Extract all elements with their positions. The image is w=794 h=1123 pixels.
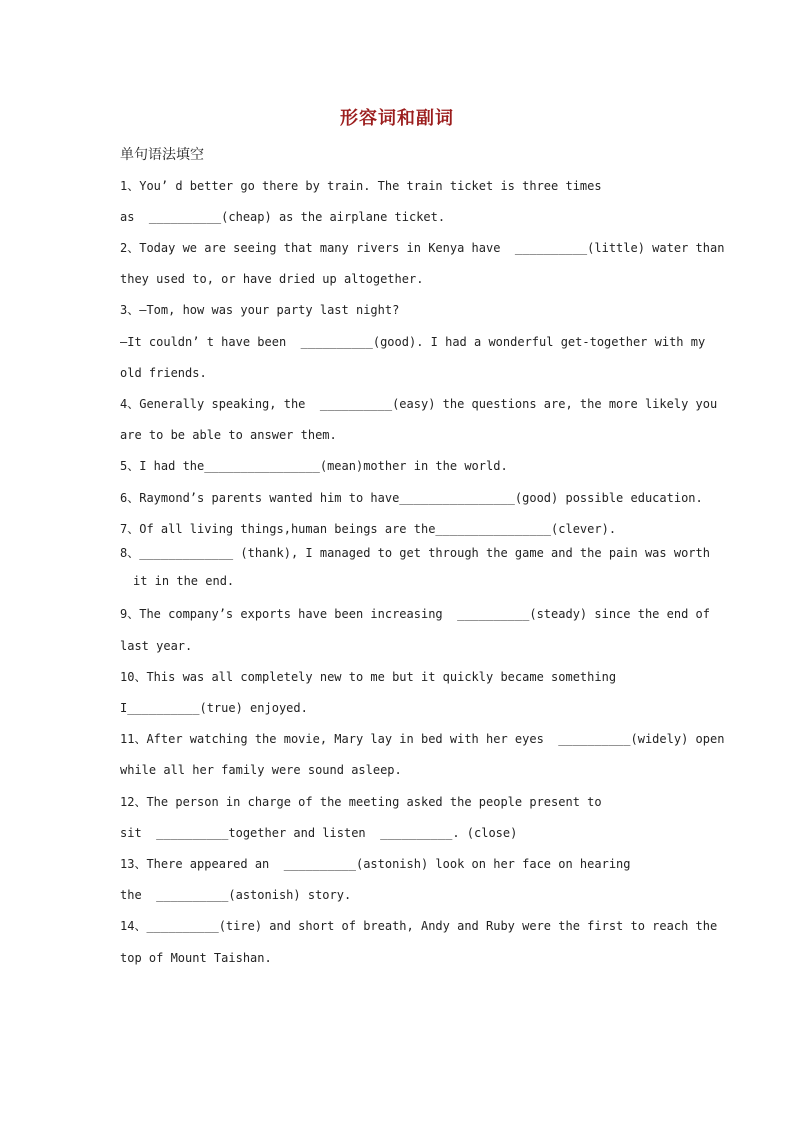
question-1-line-2: as __________(cheap) as the airplane ticket. [120,210,446,224]
question-11-line-1: 11、After watching the movie, Mary lay in bed with her eyes __________(widely) open [120,732,725,746]
question-3-line-3: old friends. [120,366,207,380]
question-12-line-2: sit __________together and listen __________. (close) [120,826,518,840]
question-13-line-1: 13、There appeared an __________(astonish) look on her face on hearing [120,857,631,871]
question-4-line-1: 4、Generally speaking, the __________(easy) the questions are, the more likely you [120,397,718,411]
page-title: 形容词和副词 [340,108,454,129]
question-8-line-2: it in the end. [133,574,235,588]
question-12-line-1: 12、The person in charge of the meeting asked the people present to [120,795,602,809]
section-heading: 单句语法填空 [120,147,204,163]
question-14-line-2: top of Mount Taishan. [120,951,272,965]
question-5-line-1: 5、I had the________________(mean)mother in the world. [120,459,508,473]
question-3-line-2: —It couldn’ t have been __________(good). I had a wonderful get-together with my [120,335,706,349]
question-13-line-2: the __________(astonish) story. [120,888,352,902]
question-2-line-2: they used to, or have dried up altogether. [120,272,424,286]
question-10-line-1: 10、This was all completely new to me but it quickly became something [120,670,617,684]
question-3-line-1: 3、—Tom, how was your party last night? [120,303,400,317]
question-11-line-2: while all her family were sound asleep. [120,763,402,777]
question-9-line-1: 9、The company’s exports have been increasing __________(steady) since the end of [120,607,710,621]
question-7-line-1: 7、Of all living things,human beings are the________________(clever). [120,522,617,536]
question-8-line-1: 8、_____________ (thank), I managed to get through the game and the pain was worth [120,546,710,560]
question-9-line-2: last year. [120,639,193,653]
question-2-line-1: 2、Today we are seeing that many rivers in Kenya have __________(little) water than [120,241,725,255]
question-1-line-1: 1、You’ d better go there by train. The train ticket is three times [120,179,602,193]
question-6-line-1: 6、Raymond’s parents wanted him to have________________(good) possible education. [120,491,703,505]
question-14-line-1: 14、__________(tire) and short of breath, Andy and Ruby were the first to reach the [120,919,718,933]
question-10-line-2: I__________(true) enjoyed. [120,701,308,715]
question-4-line-2: are to be able to answer them. [120,428,337,442]
